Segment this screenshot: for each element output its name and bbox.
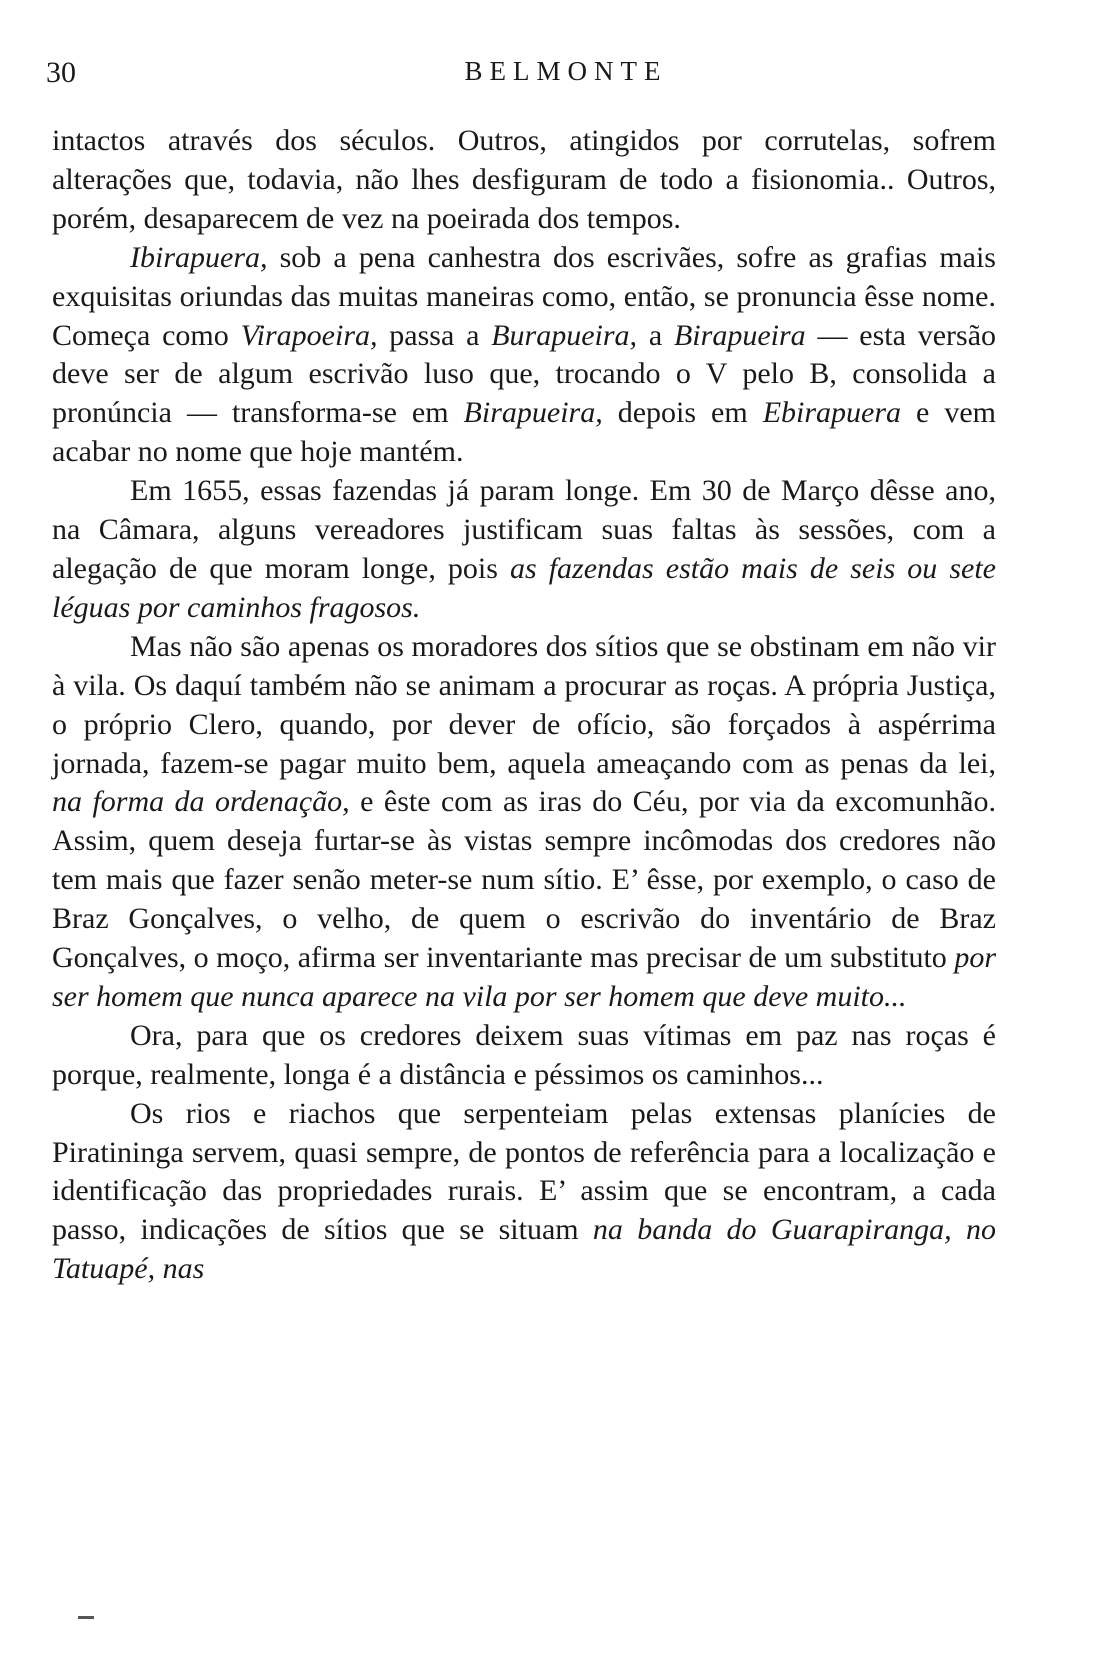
paragraph bbox=[52, 628, 996, 1017]
italic-segment: as fazendas estão mais de seis ou sete léguas por caminhos fragosos. bbox=[52, 551, 996, 624]
italic-segment: Ebirapuera bbox=[762, 396, 902, 430]
text-segment: e êste com as iras do Céu, por via da excomunhão. Assim, quem deseja furtar-se às vistas sempre incômodas dos credores não tem mais que fazer senão meter-se num sítio. E’ êsse, por exemplo, o caso de Braz Gonçalves, o velho, de quem o escrivão do inventário de Braz Gonçalves, o moço, afirma ser inventariante mas precisar de um substituto bbox=[52, 785, 996, 975]
italic-segment: Birapueira, bbox=[463, 396, 603, 430]
italic-segment: Birapueira bbox=[673, 318, 806, 352]
text-segment: intactos através dos séculos. Outros, atingidos por corrutelas, sofrem alterações que, todavia, não lhes desfiguram de todo a fisionomia.. Outros, porém, desaparecem de vez na poeirada dos tempos. bbox=[52, 124, 996, 235]
paragraph bbox=[52, 239, 996, 472]
text-segment: depois em bbox=[602, 396, 763, 430]
running-header bbox=[46, 56, 1046, 96]
footer-mark bbox=[78, 1616, 94, 1619]
italic-segment: por ser homem que nunca aparece na vila por ser homem que deve muito... bbox=[52, 941, 996, 1013]
text-segment: e vem acabar no nome que hoje mantém. bbox=[52, 396, 996, 469]
paragraph bbox=[52, 1095, 996, 1290]
paragraph bbox=[52, 1017, 996, 1095]
text-segment: Mas não são apenas os moradores dos sítios que se obstinam em não vir à vila. Os daquí também não se animam a procurar as roças. A própria Justiça, o próprio Clero, quando, por dever de ofício, são forçados à aspérrima jornada, fazem-se pagar muito bem, aquela ameaçando com as penas da lei, bbox=[52, 629, 996, 780]
text-segment: passa a bbox=[377, 318, 492, 352]
italic-segment: na forma da ordenação, bbox=[52, 785, 350, 819]
text-segment: Em 1655, essas fazendas já param longe. Em 30 de Março dêsse ano, na Câmara, alguns vereadores justificam suas faltas às sessões, com a alegação de que moram longe, pois bbox=[52, 474, 996, 585]
text-segment: Os rios e riachos que serpenteiam pelas extensas planícies de Piratininga servem, quasi sempre, de pontos de referência para a localização e identificação das propriedades rurais. E’ assim que se encontram, a cada passo, indicações de sítios que se situam bbox=[52, 1096, 996, 1247]
text-body bbox=[52, 122, 996, 1289]
book-title: BELMONTE bbox=[464, 56, 668, 86]
text-segment: — esta versão deve ser de algum escrivão luso que, trocando o V pelo B, consolida a pronúncia — transforma-se em bbox=[52, 318, 997, 430]
paragraph bbox=[52, 122, 996, 239]
text-segment: Ora, para que os credores deixem suas vítimas em paz nas roças é porque, realmente, longa é a distância e péssimos os caminhos... bbox=[52, 1018, 996, 1091]
italic-segment: Burapueira, bbox=[491, 318, 638, 352]
text-segment: a bbox=[637, 318, 674, 352]
italic-segment: Virapoeira, bbox=[240, 318, 378, 352]
page-number: 30 bbox=[46, 56, 76, 89]
text-segment: sob a pena canhestra dos escrivães, sofre as grafias mais exquisitas oriundas das muitas maneiras como, então, se pronuncia êsse nome. Começa como bbox=[52, 240, 996, 352]
italic-segment: na banda do Guarapiranga, no Tatuapé, nas bbox=[52, 1213, 996, 1286]
italic-segment: Ibirapuera, bbox=[130, 240, 268, 274]
paragraph bbox=[52, 472, 996, 628]
